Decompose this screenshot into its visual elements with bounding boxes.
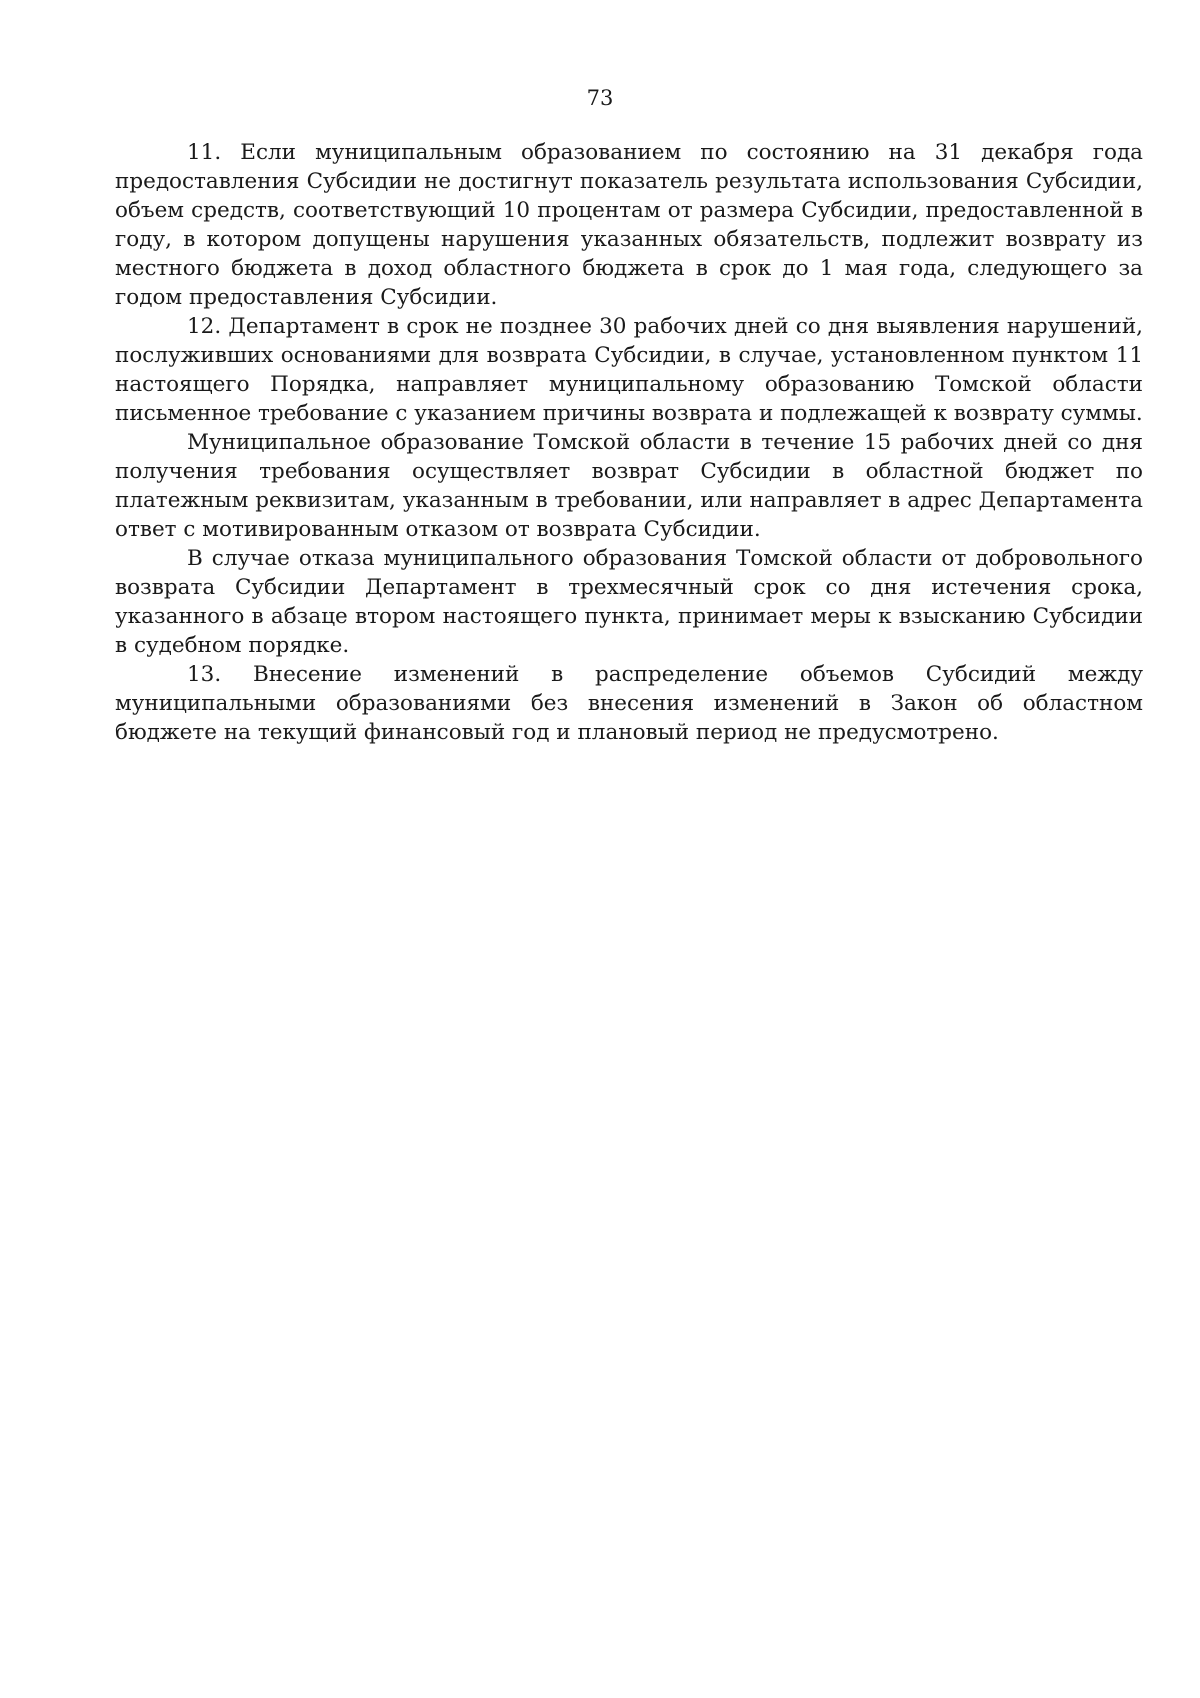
document-body (115, 138, 1143, 747)
paragraph-12: 12. Департамент в срок не позднее 30 рабочих дней со дня выявления нарушений, послуживших основаниями для возврата Субсидии, в случае, установленном пунктом 11 настоящего Порядка, направляет муниципальному образованию Томской области письменное требование с указанием причины возврата и подлежащей к возврату суммы. (115, 314, 1143, 426)
page-number: 73 (586, 86, 614, 110)
paragraph-13: 13. Внесение изменений в распределение объемов Субсидий между муниципальными образованиями без внесения изменений в Закон об областном бюджете на текущий финансовый год и плановый период не предусмотрено. (115, 662, 1143, 745)
paragraph-11: 11. Если муниципальным образованием по состоянию на 31 декабря года предоставления Субсидии не достигнут показатель результата использования Субсидии, объем средств, соответствующий 10 процентам от размера Субсидии, предоставленной в году, в котором допущены нарушения указанных обязательств, подлежит возврату из местного бюджета в доход областного бюджета в срок до 1 мая года, следующего за годом предоставления Субсидии. (115, 140, 1143, 310)
paragraph-12-second: Муниципальное образование Томской области в течение 15 рабочих дней со дня получения требования осуществляет возврат Субсидии в областной бюджет по платежным реквизитам, указанным в требовании, или направляет в адрес Департамента ответ с мотивированным отказом от возврата Субсидии. (115, 430, 1143, 542)
paragraph-12-third: В случае отказа муниципального образования Томской области от добровольного возврата Субсидии Департамент в трехмесячный срок со дня истечения срока, указанного в абзаце втором настоящего пункта, принимает меры к взысканию Субсидии в судебном порядке. (115, 546, 1143, 658)
